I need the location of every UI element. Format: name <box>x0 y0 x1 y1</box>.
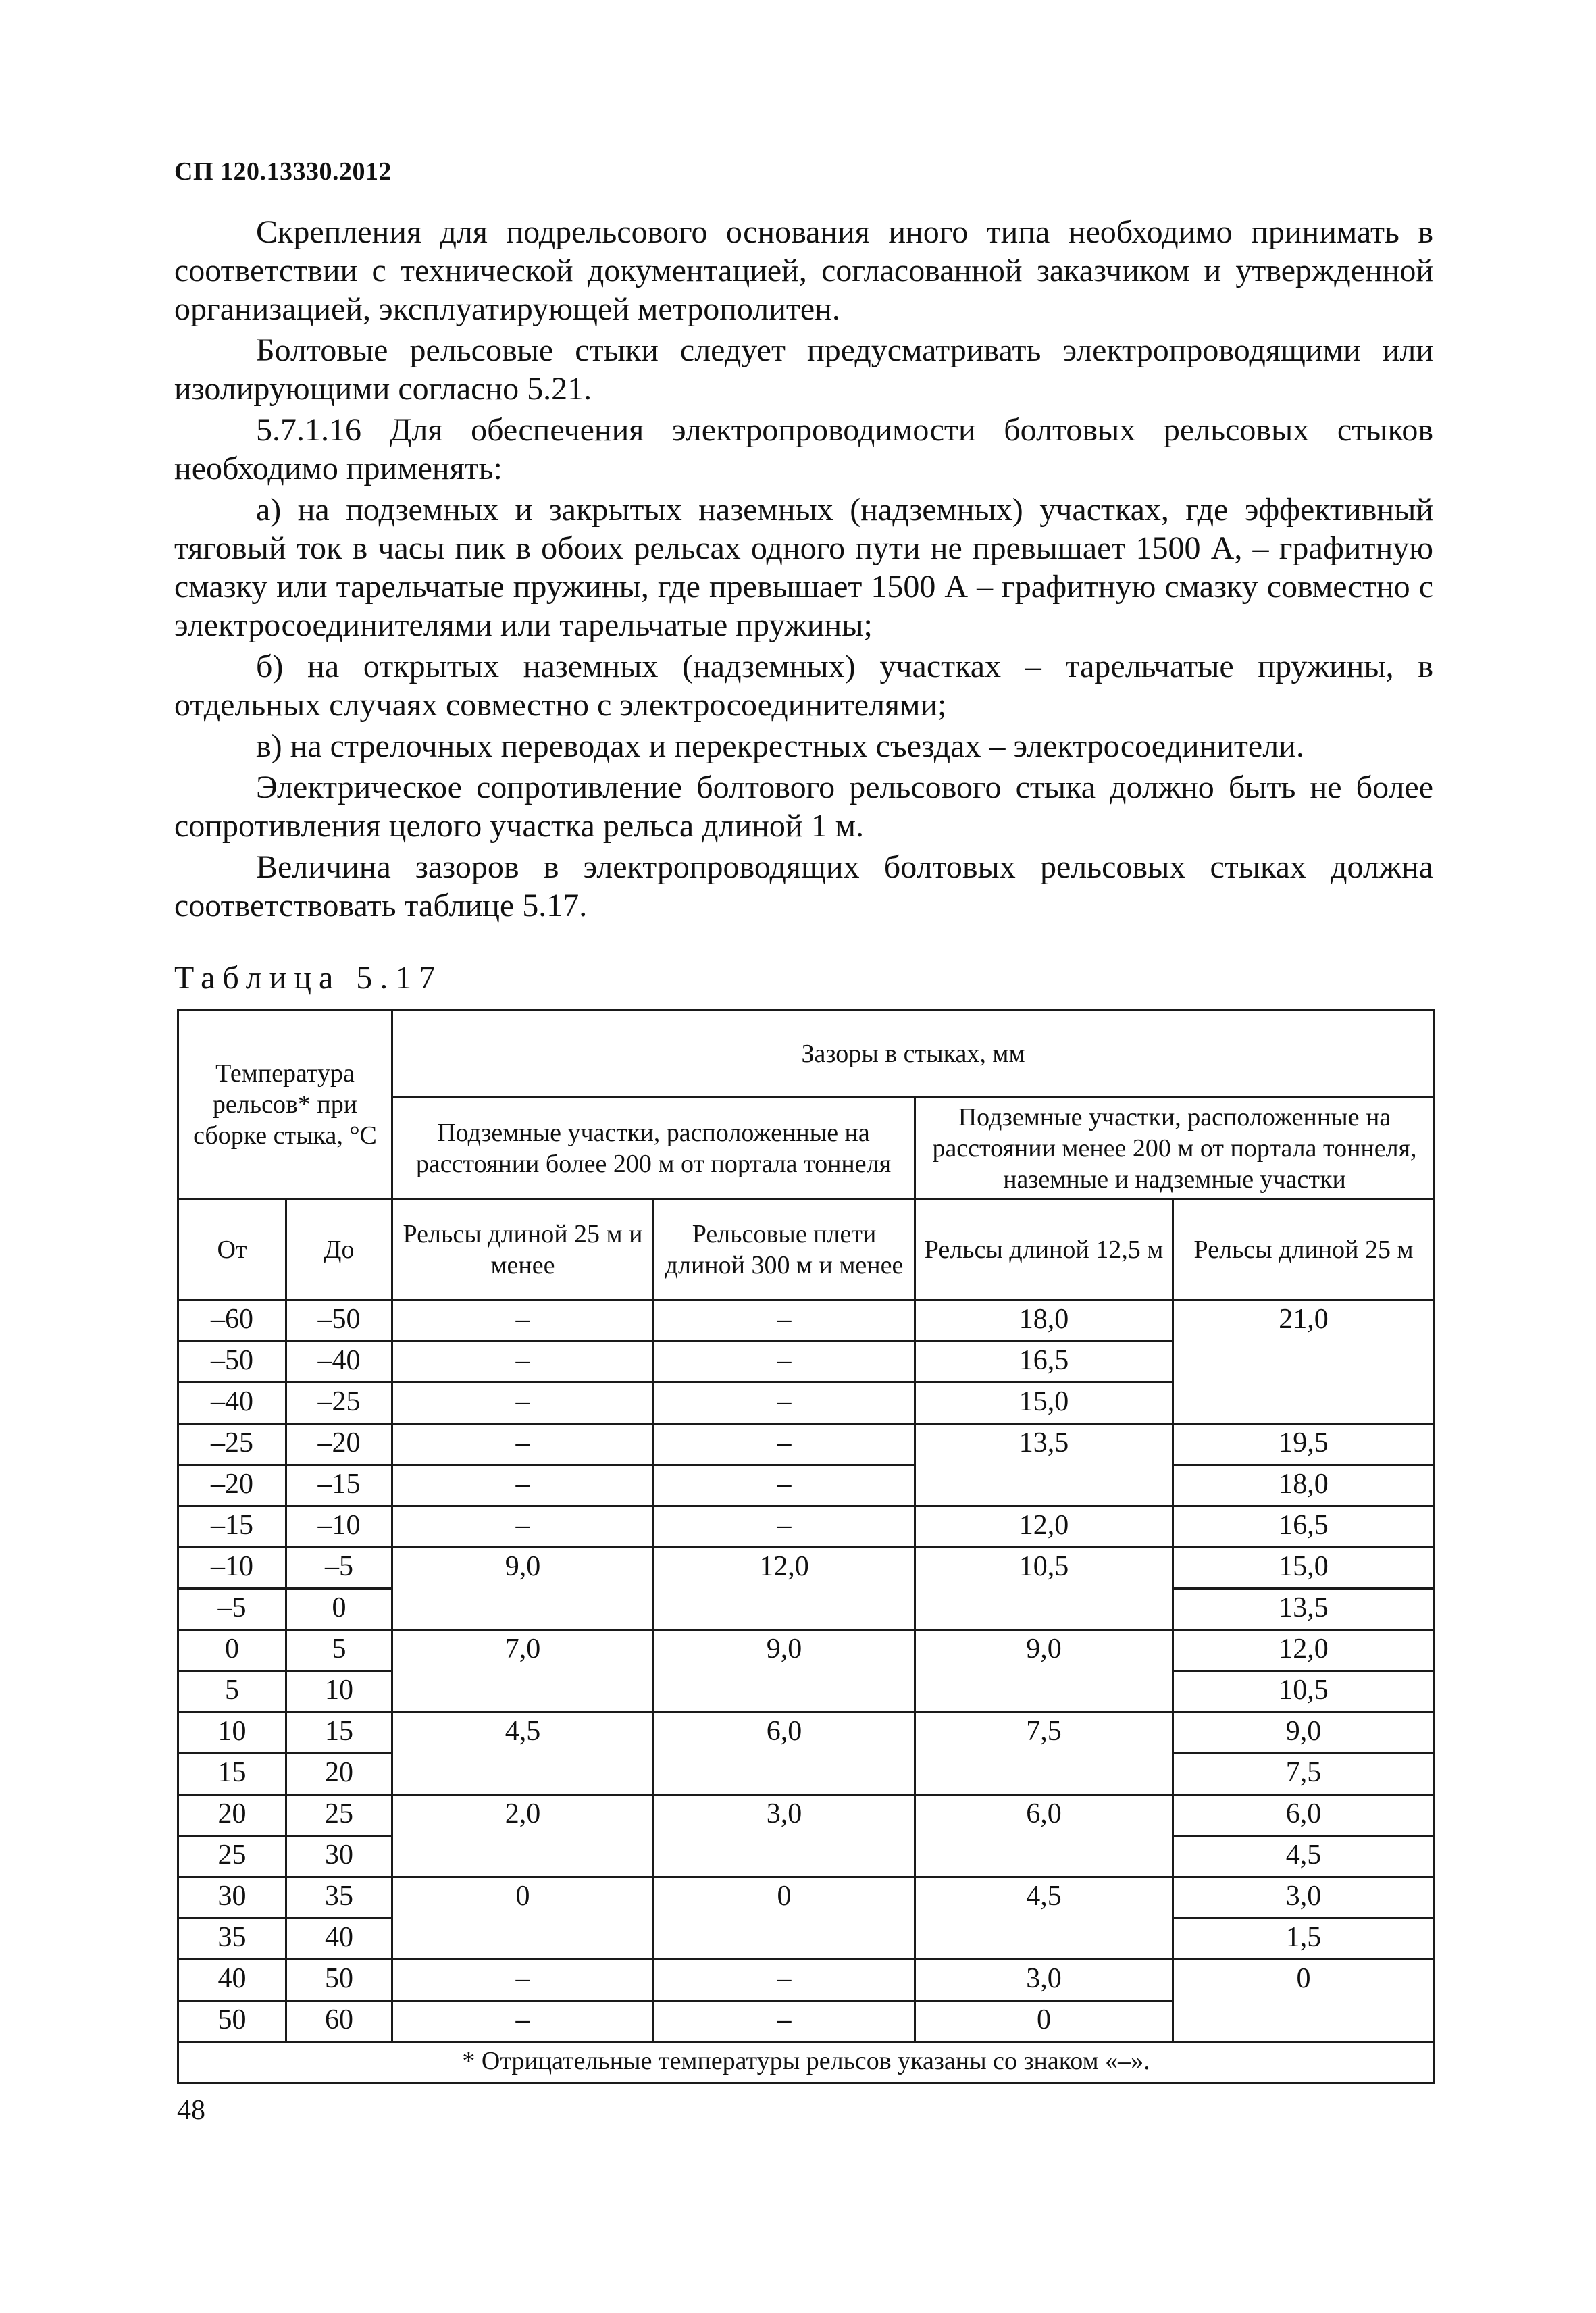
header-rails-25-less: Рельсы длиной 25 м и менее <box>392 1199 654 1300</box>
cell-rails-25-less: – <box>392 1465 654 1506</box>
cell-to: 35 <box>286 1877 392 1918</box>
table-row <box>178 1465 1435 1506</box>
cell-plets-300: – <box>654 1383 915 1424</box>
paragraph: Болтовые рельсовые стыки следует предусматривать электропроводящими или изолирующими согласно 5.21. <box>174 332 1433 407</box>
document-code: СП 120.13330.2012 <box>174 157 392 186</box>
table-row <box>178 1424 1435 1465</box>
cell-plets-300: – <box>654 1300 915 1342</box>
cell-rails-25: 18,0 <box>1173 1465 1435 1506</box>
cell-from: 10 <box>178 1712 286 1754</box>
cell-rails-25-less: 4,5 <box>392 1712 654 1795</box>
cell-from: 5 <box>178 1671 286 1712</box>
cell-rails-25: 4,5 <box>1173 1836 1435 1877</box>
cell-rails-25: 21,0 <box>1173 1300 1435 1424</box>
header-plets-300: Рельсовые плети длиной 300 м и менее <box>654 1199 915 1300</box>
cell-to: 5 <box>286 1630 392 1671</box>
cell-plets-300: – <box>654 1424 915 1465</box>
cell-to: –15 <box>286 1465 392 1506</box>
cell-rails-25: 3,0 <box>1173 1877 1435 1918</box>
cell-plets-300: – <box>654 2001 915 2042</box>
cell-from: 30 <box>178 1877 286 1918</box>
cell-rails-25: 13,5 <box>1173 1589 1435 1630</box>
cell-to: 60 <box>286 2001 392 2042</box>
table-row <box>178 1960 1435 2001</box>
cell-rails-25-less: – <box>392 1960 654 2001</box>
cell-plets-300: 0 <box>654 1877 915 1960</box>
cell-rails-25-less: 0 <box>392 1877 654 1960</box>
paragraph: Скрепления для подрельсового основания иного типа необходимо принимать в соответствии с технической документацией, согласованной заказчиком и утвержденной организацией, эксплуатирующей метрополитен. <box>174 214 1433 327</box>
cell-rails-25-less: 2,0 <box>392 1795 654 1877</box>
table-row <box>178 1548 1435 1589</box>
cell-to: –40 <box>286 1342 392 1383</box>
cell-rails-12-5: 18,0 <box>915 1300 1173 1342</box>
cell-rails-12-5: 0 <box>915 2001 1173 2042</box>
paragraph: Величина зазоров в электропроводящих болтовых рельсовых стыках должна соответствовать таблице 5.17. <box>174 849 1433 923</box>
cell-from: 15 <box>178 1754 286 1795</box>
table-caption: Таблица 5.17 <box>174 960 443 996</box>
cell-rails-12-5: 7,5 <box>915 1712 1173 1795</box>
cell-from: 20 <box>178 1795 286 1836</box>
cell-from: –5 <box>178 1589 286 1630</box>
cell-from: 0 <box>178 1630 286 1671</box>
cell-rails-25-less: – <box>392 1383 654 1424</box>
cell-plets-300: 6,0 <box>654 1712 915 1795</box>
cell-to: 40 <box>286 1918 392 1960</box>
cell-plets-300: – <box>654 1342 915 1383</box>
table-row <box>178 1712 1435 1754</box>
cell-rails-12-5: 3,0 <box>915 1960 1173 2001</box>
cell-rails-12-5: 4,5 <box>915 1877 1173 1960</box>
body-text <box>174 213 1433 927</box>
cell-to: –5 <box>286 1548 392 1589</box>
gaps-table <box>177 1009 1435 2084</box>
cell-to: 20 <box>286 1754 392 1795</box>
cell-plets-300: – <box>654 1465 915 1506</box>
cell-from: –25 <box>178 1424 286 1465</box>
table-row <box>178 1877 1435 1918</box>
cell-from: –60 <box>178 1300 286 1342</box>
header-rails-25: Рельсы длиной 25 м <box>1173 1199 1435 1300</box>
cell-from: 40 <box>178 1960 286 2001</box>
cell-rails-12-5: 9,0 <box>915 1630 1173 1712</box>
cell-rails-25: 16,5 <box>1173 1506 1435 1548</box>
cell-to: –50 <box>286 1300 392 1342</box>
cell-rails-12-5: 12,0 <box>915 1506 1173 1548</box>
cell-rails-25: 6,0 <box>1173 1795 1435 1836</box>
header-from: От <box>178 1199 286 1300</box>
cell-rails-25: 19,5 <box>1173 1424 1435 1465</box>
cell-rails-25: 0 <box>1173 1960 1435 2042</box>
table-row <box>178 1300 1435 1342</box>
cell-rails-25-less: 7,0 <box>392 1630 654 1712</box>
cell-rails-25: 15,0 <box>1173 1548 1435 1589</box>
cell-rails-25: 10,5 <box>1173 1671 1435 1712</box>
header-to: До <box>286 1199 392 1300</box>
cell-to: 0 <box>286 1589 392 1630</box>
cell-rails-12-5: 15,0 <box>915 1383 1173 1424</box>
table-row <box>178 1795 1435 1836</box>
header-rails-12-5: Рельсы длиной 12,5 м <box>915 1199 1173 1300</box>
paragraph: а) на подземных и закрытых наземных (надземных) участках, где эффективный тяговый ток в часы пик в обоих рельсах одного пути не превышает 1500 А, – графитную смазку или тарельчатые пружины, где превышает 1500 А – графитную смазку совместно с электросоединителями или тарельчатые пружины; <box>174 492 1433 643</box>
cell-from: 50 <box>178 2001 286 2042</box>
cell-rails-12-5: 13,5 <box>915 1424 1173 1506</box>
cell-from: –20 <box>178 1465 286 1506</box>
cell-rails-12-5: 6,0 <box>915 1795 1173 1877</box>
table-row <box>178 1630 1435 1671</box>
cell-to: 50 <box>286 1960 392 2001</box>
cell-rails-12-5: 16,5 <box>915 1342 1173 1383</box>
cell-from: –40 <box>178 1383 286 1424</box>
cell-rails-12-5: 10,5 <box>915 1548 1173 1630</box>
cell-to: 25 <box>286 1795 392 1836</box>
cell-plets-300: 9,0 <box>654 1630 915 1712</box>
cell-rails-25-less: – <box>392 1300 654 1342</box>
cell-to: –20 <box>286 1424 392 1465</box>
paragraph: 5.7.1.16 Для обеспечения электропроводимости болтовых рельсовых стыков необходимо применять: <box>174 412 1433 486</box>
cell-rails-25: 9,0 <box>1173 1712 1435 1754</box>
cell-rails-25-less: – <box>392 2001 654 2042</box>
cell-to: 10 <box>286 1671 392 1712</box>
cell-from: –10 <box>178 1548 286 1589</box>
table-row <box>178 1506 1435 1548</box>
cell-rails-25: 1,5 <box>1173 1918 1435 1960</box>
cell-from: 25 <box>178 1836 286 1877</box>
cell-rails-25-less: – <box>392 1506 654 1548</box>
cell-rails-25: 12,0 <box>1173 1630 1435 1671</box>
paragraph: Электрическое сопротивление болтового рельсового стыка должно быть не более сопротивления целого участка рельса длиной 1 м. <box>174 769 1433 844</box>
cell-from: –50 <box>178 1342 286 1383</box>
header-temperature: Температура рельсов* при сборке стыка, °С <box>178 1010 392 1199</box>
paragraph: в) на стрелочных переводах и перекрестных съездах – электросоединители. <box>256 728 1304 764</box>
cell-to: –10 <box>286 1506 392 1548</box>
header-group-far: Подземные участки, расположенные на расстоянии более 200 м от портала тоннеля <box>392 1098 915 1199</box>
cell-rails-25: 7,5 <box>1173 1754 1435 1795</box>
header-gaps-title: Зазоры в стыках, мм <box>392 1010 1435 1098</box>
cell-rails-25-less: – <box>392 1424 654 1465</box>
cell-rails-25-less: – <box>392 1342 654 1383</box>
cell-to: 30 <box>286 1836 392 1877</box>
cell-plets-300: – <box>654 1960 915 2001</box>
cell-plets-300: – <box>654 1506 915 1548</box>
page-number: 48 <box>177 2095 205 2126</box>
cell-from: 35 <box>178 1918 286 1960</box>
cell-plets-300: 3,0 <box>654 1795 915 1877</box>
table-footnote: * Отрицательные температуры рельсов указаны со знаком «–». <box>178 2042 1435 2083</box>
cell-from: –15 <box>178 1506 286 1548</box>
cell-plets-300: 12,0 <box>654 1548 915 1630</box>
paragraph: б) на открытых наземных (надземных) участках – тарельчатые пружины, в отдельных случаях совместно с электросоединителями; <box>174 649 1433 723</box>
cell-to: 15 <box>286 1712 392 1754</box>
cell-to: –25 <box>286 1383 392 1424</box>
header-group-near: Подземные участки, расположенные на расстоянии менее 200 м от портала тоннеля, наземные и надземные участки <box>915 1098 1435 1199</box>
cell-rails-25-less: 9,0 <box>392 1548 654 1630</box>
